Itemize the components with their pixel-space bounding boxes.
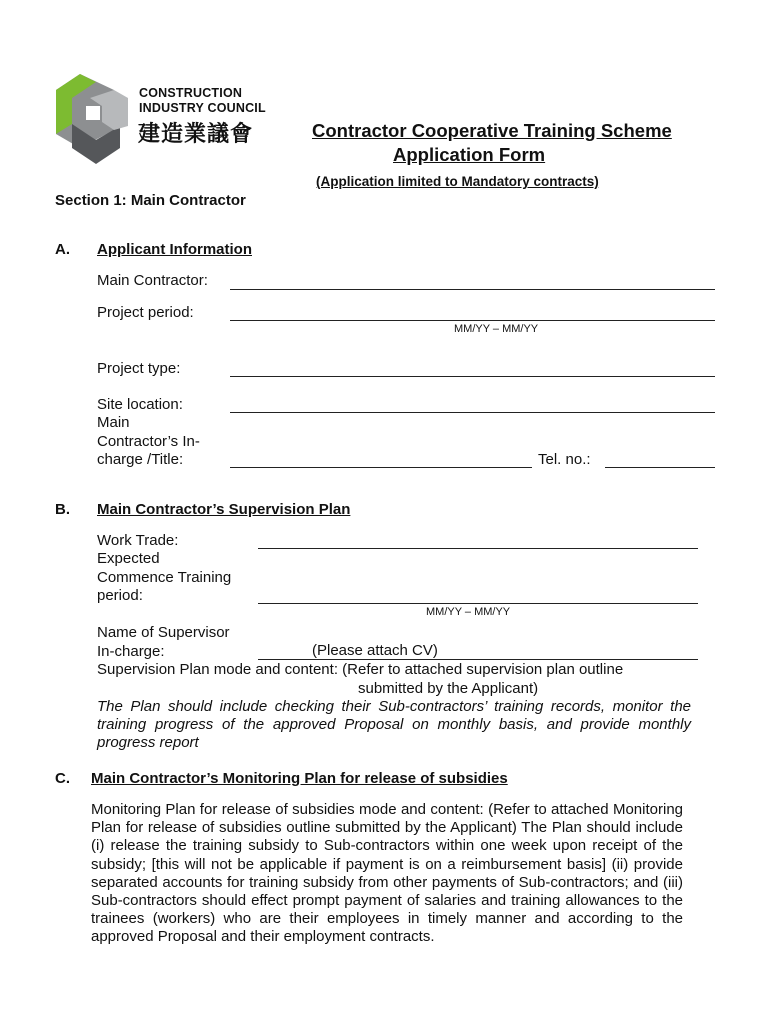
form-subtitle: Application Form: [393, 144, 546, 165]
attach-cv-note: (Please attach CV): [312, 642, 438, 659]
section-b-letter: B.: [55, 501, 70, 518]
main-contractor-label: Main Contractor:: [97, 272, 208, 289]
section-c-letter: C.: [55, 770, 70, 787]
logo-chinese: 建造業議會: [138, 121, 254, 146]
incharge-line3: charge /Title:: [97, 451, 184, 468]
application-note: (Application limited to Mandatory contracts): [316, 174, 599, 189]
incharge-label: [97, 414, 200, 470]
tel-field[interactable]: [605, 467, 715, 468]
main-contractor-field[interactable]: [230, 289, 715, 290]
logo-text: [139, 86, 266, 116]
expected-line3: period:: [97, 587, 143, 604]
supervision-plan-requirements: The Plan should include checking their Sub-contractors’ training records, monitor the training progress of the approved Proposal on monthly basis, and provide monthly progress report: [97, 698, 691, 752]
supervision-plan-line2: submitted by the Applicant): [358, 680, 539, 697]
supervisor-line2: In-charge:: [97, 642, 165, 660]
expected-period-hint: MM/YY – MM/YY: [426, 606, 511, 618]
project-period-label: Project period:: [97, 304, 194, 321]
tel-label: Tel. no.:: [538, 451, 591, 468]
supervisor-label: [97, 624, 230, 661]
incharge-field[interactable]: [230, 467, 532, 468]
logo-line2: INDUSTRY COUNCIL: [139, 101, 266, 115]
project-type-field[interactable]: [230, 376, 715, 377]
form-title: Contractor Cooperative Training Scheme: [312, 120, 672, 141]
supervisor-line1: Name of Supervisor: [97, 624, 230, 641]
expected-line2: Commence Training: [97, 568, 232, 586]
logo-line1: CONSTRUCTION: [139, 86, 243, 100]
section-a-heading: Applicant Information: [97, 241, 252, 258]
site-location-field[interactable]: [230, 412, 715, 413]
section-a-letter: A.: [55, 241, 70, 258]
project-period-field[interactable]: [230, 320, 715, 321]
expected-line1: Expected: [97, 550, 160, 567]
expected-period-label: [97, 550, 231, 606]
expected-period-field[interactable]: [258, 603, 698, 604]
logo-white-gap: [86, 106, 100, 120]
incharge-line2: Contractor’s In-: [97, 432, 200, 450]
section-c-heading: Main Contractor’s Monitoring Plan for release of subsidies: [91, 770, 508, 787]
supervision-plan-line1: Supervision Plan mode and content: (Refer to attached supervision plan outline: [97, 661, 624, 678]
section-heading: Section 1: Main Contractor: [55, 192, 246, 209]
project-period-hint: MM/YY – MM/YY: [454, 323, 539, 335]
incharge-line1: Main: [97, 414, 130, 431]
work-trade-label: Work Trade:: [97, 532, 179, 549]
monitoring-plan-paragraph: Monitoring Plan for release of subsidies mode and content: (Refer to attached Monitoring Plan for release of subsidies outline submitted by the Applicant) The Plan should include (i) release the training subsidy to Sub-contractors within one week upon receipt of the subsidy; [this will not be applicable if payment is on a reimbursement basis] (ii) provide separated accounts for training subsidy from other payments of Sub-contractors; and (iii) Sub-contractors should effect prompt payment of salaries and training allowances to the trainees (workers) who are their employees in timely manner and according to the approved Proposal and their employment contracts.: [91, 801, 683, 946]
project-type-label: Project type:: [97, 360, 181, 377]
section-b-heading: Main Contractor’s Supervision Plan: [97, 501, 351, 518]
work-trade-field[interactable]: [258, 548, 698, 549]
site-location-label: Site location:: [97, 396, 183, 413]
